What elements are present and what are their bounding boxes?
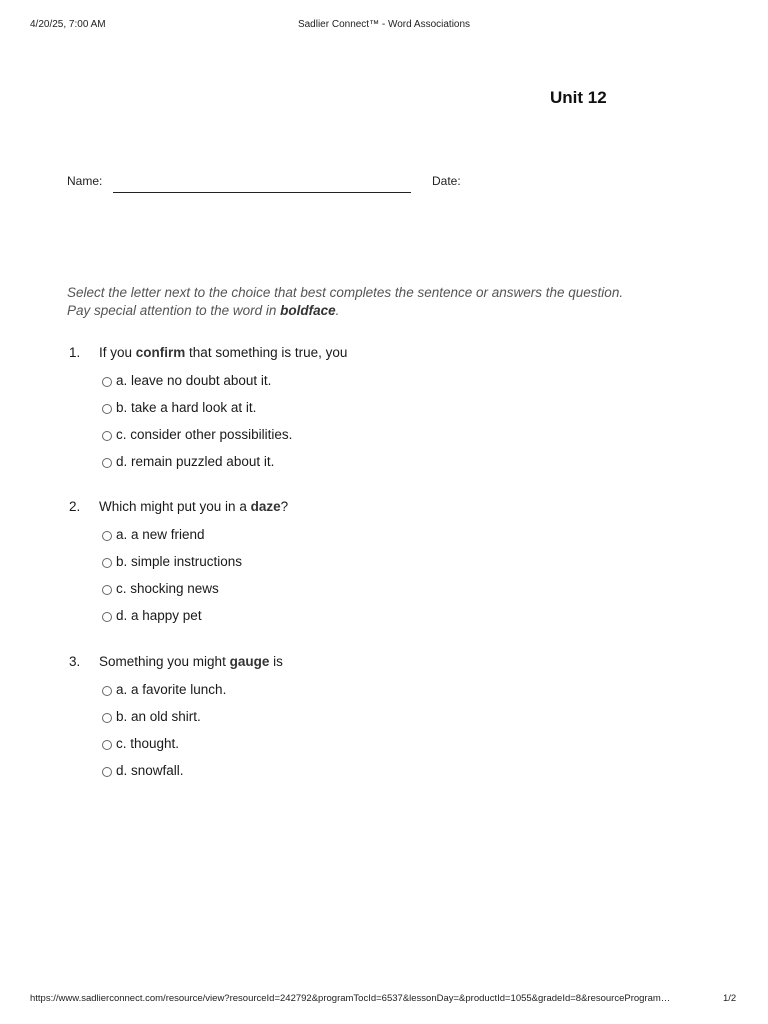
question-2 [69, 499, 709, 629]
radio-button[interactable] [102, 531, 112, 541]
question-text [99, 654, 283, 669]
name-field-line [113, 192, 411, 193]
choice-text: c. shocking news [116, 581, 219, 596]
choice-text: d. snowfall. [116, 763, 184, 778]
instructions-boldface-word: boldface [280, 303, 336, 318]
question-number: 1. [69, 345, 81, 360]
question-1 [69, 345, 709, 475]
unit-title: Unit 12 [550, 88, 607, 107]
choice-text: a. a new friend [116, 527, 205, 542]
question-number: 2. [69, 499, 81, 514]
choice-text: a. a favorite lunch. [116, 682, 227, 697]
choice-2a[interactable] [102, 527, 742, 554]
instructions-line-2-text: Pay special attention to the word in [67, 303, 281, 318]
radio-button[interactable] [102, 458, 112, 468]
radio-button[interactable] [102, 431, 112, 441]
answer-choices [102, 527, 742, 635]
name-label: Name: [67, 174, 103, 188]
choice-3d[interactable] [102, 763, 742, 790]
question-text [99, 345, 347, 360]
choice-text: d. remain puzzled about it. [116, 454, 275, 469]
choice-3b[interactable] [102, 709, 742, 736]
choice-text: c. thought. [116, 736, 180, 751]
print-footer [0, 993, 768, 1007]
print-datetime: 4/20/25, 7:00 AM [30, 19, 106, 30]
question-keyword: confirm [135, 345, 186, 360]
question-stem [69, 654, 709, 676]
instructions-line-2-end: . [335, 303, 340, 318]
radio-button[interactable] [102, 612, 112, 622]
choice-1a[interactable] [102, 373, 742, 400]
question-text-after: is [269, 654, 283, 669]
choice-2d[interactable] [102, 608, 742, 635]
choice-text: b. take a hard look at it. [116, 400, 257, 415]
radio-button[interactable] [102, 558, 112, 568]
choice-3a[interactable] [102, 682, 742, 709]
question-number: 3. [69, 654, 81, 669]
question-keyword: daze [250, 499, 281, 514]
question-3 [69, 654, 709, 784]
date-label: Date: [432, 174, 461, 188]
instructions [67, 284, 707, 320]
choice-1b[interactable] [102, 400, 742, 427]
page-url: https://www.sadlierconnect.com/resource/view?resourceId=242792&programTocId=6537&lessonDay=&productId=1055&gradeId=8&resourceProgram… [30, 993, 671, 1004]
question-keyword: gauge [229, 654, 270, 669]
radio-button[interactable] [102, 585, 112, 595]
choice-text: d. a happy pet [116, 608, 202, 623]
radio-button[interactable] [102, 713, 112, 723]
radio-button[interactable] [102, 740, 112, 750]
print-header [0, 19, 768, 33]
choice-1c[interactable] [102, 427, 742, 454]
question-text-before: Something you might [99, 654, 230, 669]
print-page-title: Sadlier Connect™ - Word Associations [297, 19, 471, 30]
choice-2c[interactable] [102, 581, 742, 608]
choice-text: b. an old shirt. [116, 709, 201, 724]
answer-choices [102, 682, 742, 790]
question-stem [69, 345, 709, 367]
question-stem [69, 499, 709, 521]
question-text [99, 499, 288, 514]
choice-text: a. leave no doubt about it. [116, 373, 272, 388]
radio-button[interactable] [102, 686, 112, 696]
answer-choices [102, 373, 742, 481]
choice-2b[interactable] [102, 554, 742, 581]
question-text-after: ? [280, 499, 289, 514]
choice-text: b. simple instructions [116, 554, 243, 569]
question-text-before: If you [99, 345, 136, 360]
choice-3c[interactable] [102, 736, 742, 763]
radio-button[interactable] [102, 767, 112, 777]
choice-text: c. consider other possibilities. [116, 427, 293, 442]
radio-button[interactable] [102, 404, 112, 414]
page-number: 1/2 [723, 993, 737, 1004]
instructions-line-1: Select the letter next to the choice that best completes the sentence or answers the question. [67, 285, 624, 300]
instructions-line-2 [67, 302, 707, 320]
radio-button[interactable] [102, 377, 112, 387]
question-text-after: that something is true, you [185, 345, 348, 360]
question-text-before: Which might put you in a [99, 499, 251, 514]
choice-1d[interactable] [102, 454, 742, 481]
